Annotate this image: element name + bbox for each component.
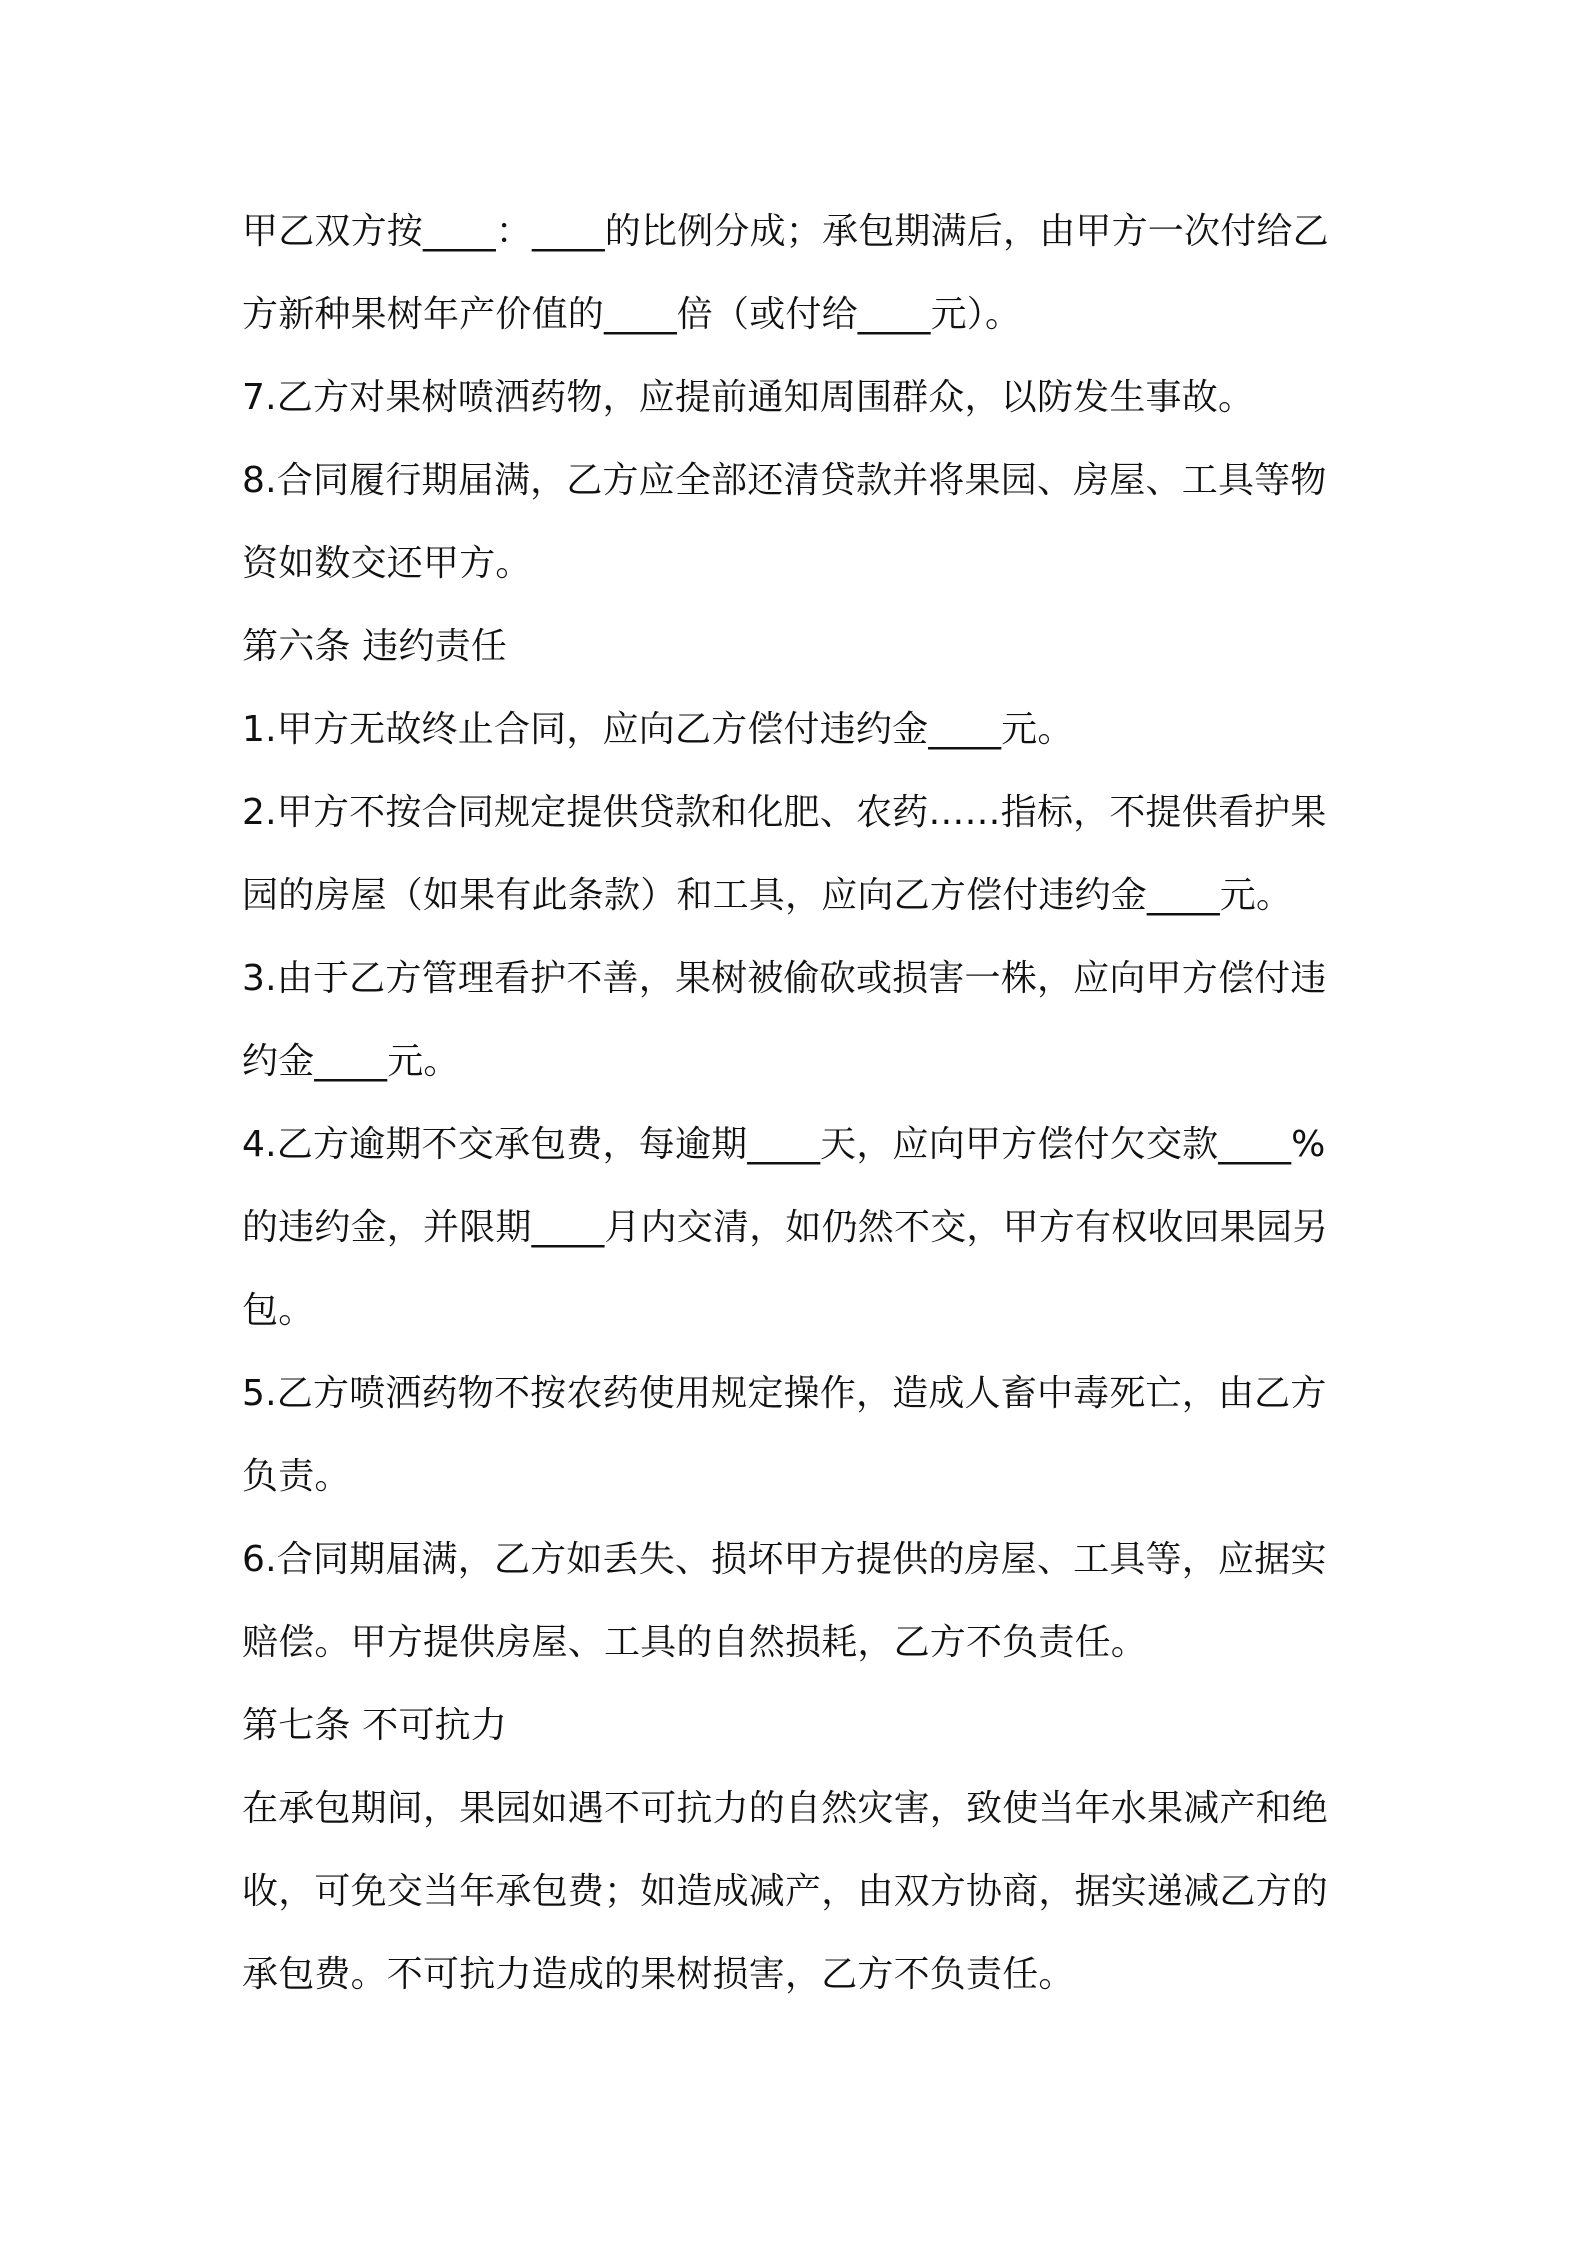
clause-6-item-3: 3.由于乙方管理看护不善，果树被偷砍或损害一株，应向甲方偿付违: [242, 958, 1327, 999]
text-line: 赔偿。甲方提供房屋、工具的自然损耗，乙方不负责任。: [242, 1622, 1148, 1663]
text-line: 园的房屋（如果有此条款）和工具，应向乙方偿付违约金____元。: [242, 875, 1293, 916]
clause-6-item-4: 4.乙方逾期不交承包费，每逾期____天，应向甲方偿付欠交款____%: [242, 1124, 1326, 1165]
text-line: 的违约金，并限期____月内交清，如仍然不交，甲方有权收回果园另: [242, 1207, 1329, 1248]
section-heading-article-6: 第六条 违约责任: [242, 626, 508, 667]
text-line: 收，可免交当年承包费；如造成减产，由双方协商，据实递减乙方的: [242, 1871, 1329, 1912]
text-line: 包。: [242, 1290, 315, 1331]
text-line: 承包费。不可抗力造成的果树损害，乙方不负责任。: [242, 1954, 1075, 1995]
clause-6-item-2: 2.甲方不按合同规定提供贷款和化肥、农药……指标，不提供看护果: [242, 792, 1327, 833]
clause-6-item-5: 5.乙方喷洒药物不按农药使用规定操作，造成人畜中毒死亡，由乙方: [242, 1373, 1327, 1414]
clause-5-item-8: 8.合同履行期届满，乙方应全部还清贷款并将果园、房屋、工具等物: [242, 460, 1327, 501]
clause-7-text: 在承包期间，果园如遇不可抗力的自然灾害，致使当年水果减产和绝: [242, 1788, 1329, 1829]
clause-5-item-7: 7.乙方对果树喷洒药物，应提前通知周围群众，以防发生事故。: [242, 377, 1255, 418]
section-heading-article-7: 第七条 不可抗力: [242, 1705, 508, 1746]
text-line: 负责。: [242, 1456, 351, 1497]
text-line: 方新种果树年产价值的____倍（或付给____元）。: [242, 294, 1022, 335]
clause-6-item-6: 6.合同期届满，乙方如丢失、损坏甲方提供的房屋、工具等，应据实: [242, 1539, 1327, 1580]
clause-6-item-1: 1.甲方无故终止合同，应向乙方偿付违约金____元。: [242, 709, 1074, 750]
text-line: 资如数交还甲方。: [242, 543, 532, 584]
text-line: 约金____元。: [242, 1041, 460, 1082]
text-line: 甲乙双方按____：____的比例分成；承包期满后，由甲方一次付给乙: [242, 211, 1329, 252]
